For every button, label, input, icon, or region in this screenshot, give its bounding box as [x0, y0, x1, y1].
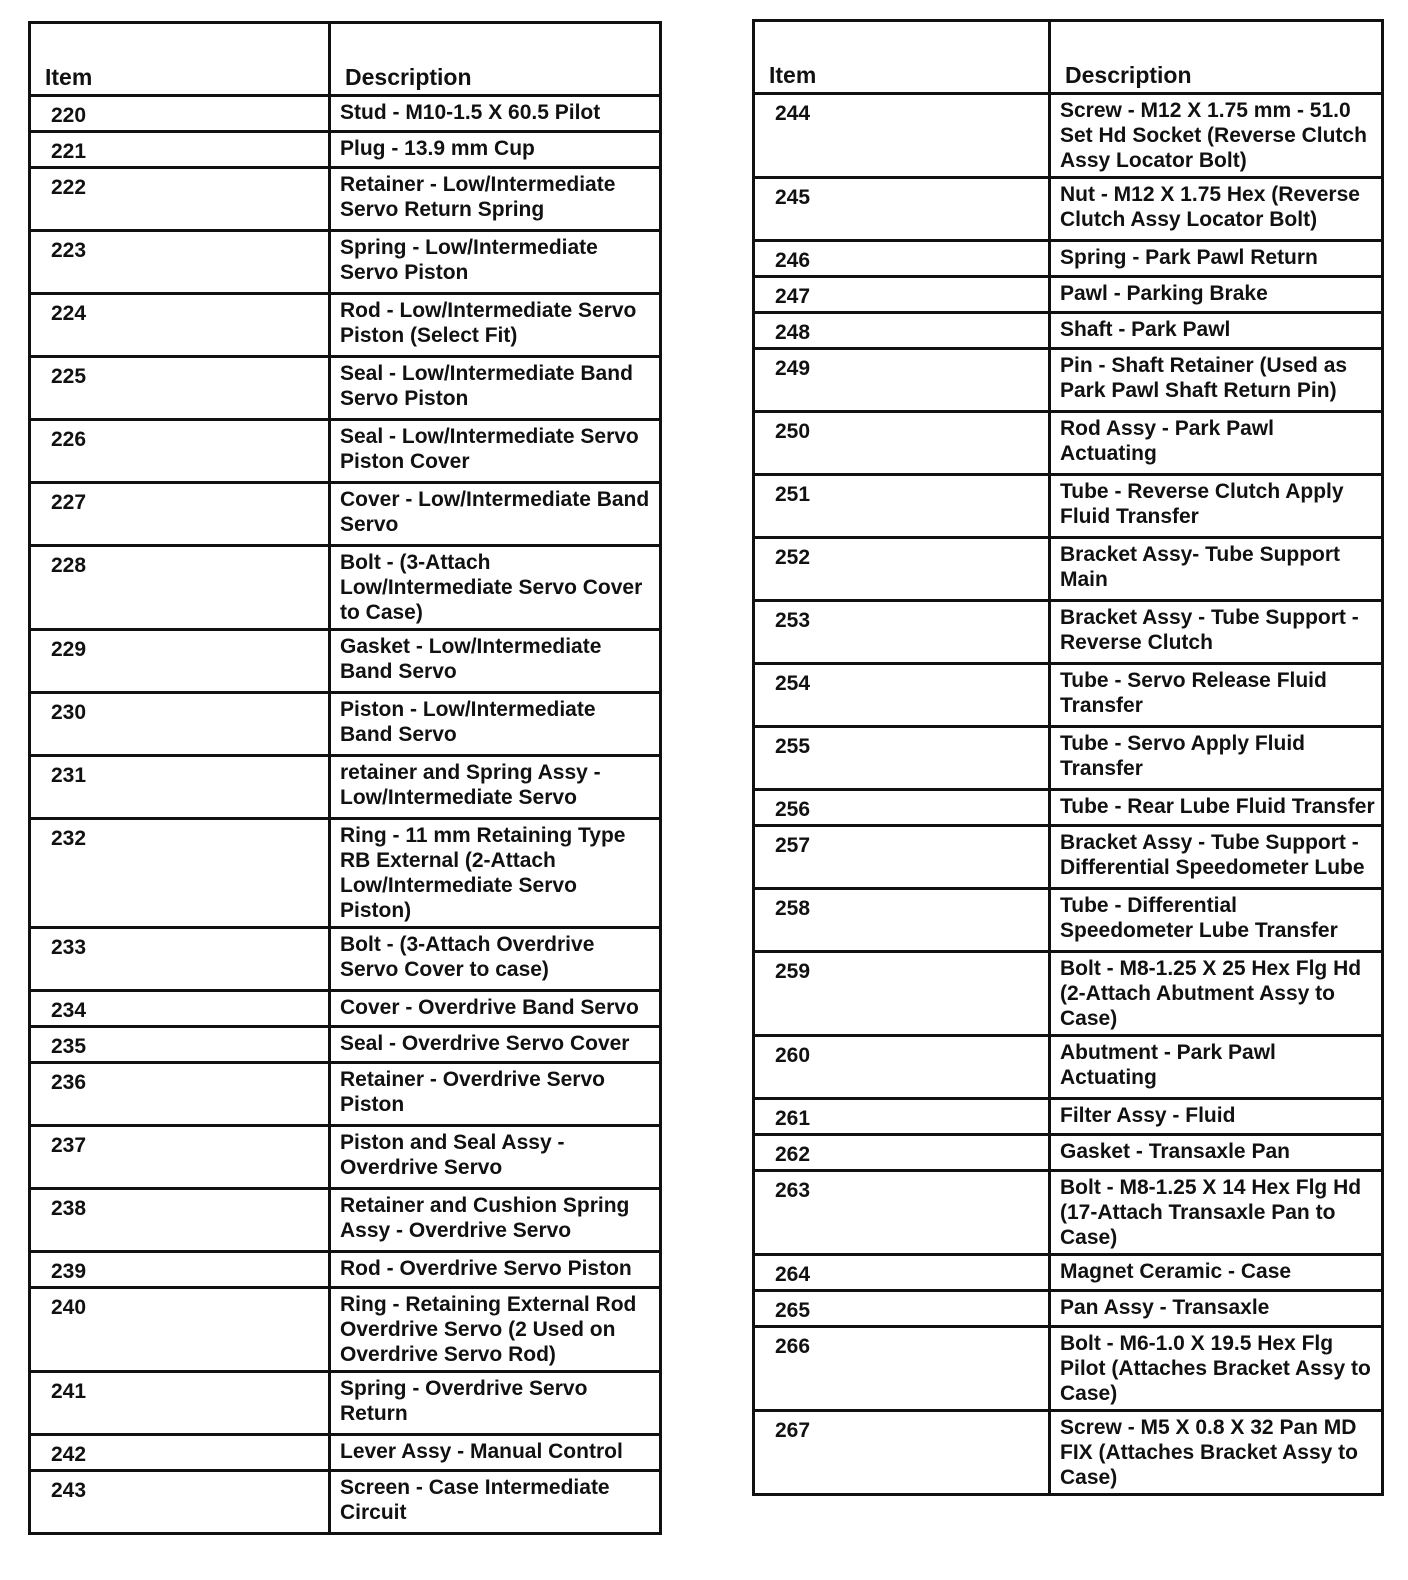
- table-row: [754, 664, 1383, 727]
- item-description: Stud - M10-1.5 X 60.5 Pilot: [330, 96, 661, 132]
- item-number: 231: [30, 756, 330, 819]
- table-row: [754, 826, 1383, 889]
- item-description: Magnet Ceramic - Case: [1050, 1255, 1383, 1291]
- item-description: Pin - Shaft Retainer (Used as Park Pawl Shaft Return Pin): [1050, 349, 1383, 412]
- item-description: Pawl - Parking Brake: [1050, 277, 1383, 313]
- item-description: Retainer and Cushion Spring Assy - Overdrive Servo: [330, 1189, 661, 1252]
- description-column-header: Description: [330, 23, 661, 96]
- table-row: [30, 693, 661, 756]
- item-number: 236: [30, 1063, 330, 1126]
- table-row: [30, 819, 661, 928]
- item-description: Rod - Overdrive Servo Piston: [330, 1252, 661, 1288]
- table-row: [754, 277, 1383, 313]
- item-description: Bolt - M6-1.0 X 19.5 Hex Flg Pilot (Attaches Bracket Assy to Case): [1050, 1327, 1383, 1411]
- table-row: [754, 1291, 1383, 1327]
- table-row: [754, 1255, 1383, 1291]
- table-row: [30, 1252, 661, 1288]
- item-description: Gasket - Low/Intermediate Band Servo: [330, 630, 661, 693]
- item-number: 232: [30, 819, 330, 928]
- item-description: Nut - M12 X 1.75 Hex (Reverse Clutch Assy Locator Bolt): [1050, 178, 1383, 241]
- table-row: [30, 420, 661, 483]
- item-number: 253: [754, 601, 1050, 664]
- item-number: 221: [30, 132, 330, 168]
- parts-table-left: [28, 21, 662, 1535]
- description-column-header: Description: [1050, 21, 1383, 94]
- item-column-header: Item: [754, 21, 1050, 94]
- table-row: [754, 538, 1383, 601]
- item-number: 224: [30, 294, 330, 357]
- item-description: Lever Assy - Manual Control: [330, 1435, 661, 1471]
- item-number: 235: [30, 1027, 330, 1063]
- item-description: Bolt - (3-Attach Low/Intermediate Servo Cover to Case): [330, 546, 661, 630]
- table-row: [754, 1171, 1383, 1255]
- item-number: 233: [30, 928, 330, 991]
- item-number: 263: [754, 1171, 1050, 1255]
- table-row: [754, 1135, 1383, 1171]
- item-description: Bracket Assy - Tube Support - Reverse Clutch: [1050, 601, 1383, 664]
- item-description: Seal - Low/Intermediate Servo Piston Cover: [330, 420, 661, 483]
- table-row: [754, 241, 1383, 277]
- item-description: Abutment - Park Pawl Actuating: [1050, 1036, 1383, 1099]
- table-row: [754, 1099, 1383, 1135]
- item-description: Spring - Low/Intermediate Servo Piston: [330, 231, 661, 294]
- item-number: 252: [754, 538, 1050, 601]
- item-description: Gasket - Transaxle Pan: [1050, 1135, 1383, 1171]
- table-row: [30, 1372, 661, 1435]
- table-row: [754, 178, 1383, 241]
- table-row: [30, 357, 661, 420]
- item-number: 242: [30, 1435, 330, 1471]
- item-description: Plug - 13.9 mm Cup: [330, 132, 661, 168]
- item-number: 227: [30, 483, 330, 546]
- table-header-row: [754, 21, 1383, 94]
- item-description: Tube - Reverse Clutch Apply Fluid Transfer: [1050, 475, 1383, 538]
- item-description: retainer and Spring Assy - Low/Intermediate Servo: [330, 756, 661, 819]
- item-number: 250: [754, 412, 1050, 475]
- item-description: Bracket Assy - Tube Support - Differential Speedometer Lube: [1050, 826, 1383, 889]
- item-description: Seal - Overdrive Servo Cover: [330, 1027, 661, 1063]
- table-body: [30, 96, 661, 1534]
- table-header-row: [30, 23, 661, 96]
- item-number: 238: [30, 1189, 330, 1252]
- item-number: 244: [754, 94, 1050, 178]
- table-row: [30, 756, 661, 819]
- table-row: [754, 952, 1383, 1036]
- item-number: 256: [754, 790, 1050, 826]
- item-number: 257: [754, 826, 1050, 889]
- item-number: 267: [754, 1411, 1050, 1495]
- table-row: [754, 1411, 1383, 1495]
- table-row: [754, 790, 1383, 826]
- item-description: Tube - Servo Apply Fluid Transfer: [1050, 727, 1383, 790]
- item-number: 255: [754, 727, 1050, 790]
- item-number: 226: [30, 420, 330, 483]
- item-number: 225: [30, 357, 330, 420]
- item-number: 262: [754, 1135, 1050, 1171]
- table-row: [30, 1126, 661, 1189]
- item-number: 246: [754, 241, 1050, 277]
- table-row: [754, 1036, 1383, 1099]
- item-number: 222: [30, 168, 330, 231]
- table-row: [754, 412, 1383, 475]
- item-number: 249: [754, 349, 1050, 412]
- item-description: Spring - Overdrive Servo Return: [330, 1372, 661, 1435]
- item-description: Retainer - Overdrive Servo Piston: [330, 1063, 661, 1126]
- table-row: [754, 349, 1383, 412]
- table-row: [754, 313, 1383, 349]
- item-description: Bolt - M8-1.25 X 14 Hex Flg Hd (17-Attach Transaxle Pan to Case): [1050, 1171, 1383, 1255]
- item-description: Bolt - (3-Attach Overdrive Servo Cover to case): [330, 928, 661, 991]
- item-number: 248: [754, 313, 1050, 349]
- item-description: Piston - Low/Intermediate Band Servo: [330, 693, 661, 756]
- table-row: [30, 294, 661, 357]
- item-description: Ring - Retaining External Rod Overdrive Servo (2 Used on Overdrive Servo Rod): [330, 1288, 661, 1372]
- item-description: Screen - Case Intermediate Circuit: [330, 1471, 661, 1534]
- table-row: [30, 1189, 661, 1252]
- item-description: Bracket Assy- Tube Support Main: [1050, 538, 1383, 601]
- item-number: 245: [754, 178, 1050, 241]
- item-number: 237: [30, 1126, 330, 1189]
- item-description: Rod - Low/Intermediate Servo Piston (Select Fit): [330, 294, 661, 357]
- table-row: [754, 475, 1383, 538]
- item-description: Screw - M5 X 0.8 X 32 Pan MD FIX (Attaches Bracket Assy to Case): [1050, 1411, 1383, 1495]
- item-description: Filter Assy - Fluid: [1050, 1099, 1383, 1135]
- table-row: [754, 727, 1383, 790]
- item-number: 247: [754, 277, 1050, 313]
- item-number: 266: [754, 1327, 1050, 1411]
- table-row: [754, 889, 1383, 952]
- item-description: Cover - Overdrive Band Servo: [330, 991, 661, 1027]
- item-number: 258: [754, 889, 1050, 952]
- item-number: 230: [30, 693, 330, 756]
- table-row: [30, 928, 661, 991]
- item-description: Shaft - Park Pawl: [1050, 313, 1383, 349]
- item-number: 261: [754, 1099, 1050, 1135]
- item-number: 220: [30, 96, 330, 132]
- table-row: [30, 1471, 661, 1534]
- table-row: [30, 132, 661, 168]
- table-row: [30, 483, 661, 546]
- item-description: Screw - M12 X 1.75 mm - 51.0 Set Hd Socket (Reverse Clutch Assy Locator Bolt): [1050, 94, 1383, 178]
- table-row: [30, 168, 661, 231]
- item-number: 260: [754, 1036, 1050, 1099]
- item-number: 229: [30, 630, 330, 693]
- item-number: 240: [30, 1288, 330, 1372]
- table-row: [30, 96, 661, 132]
- item-column-header: Item: [30, 23, 330, 96]
- item-description: Tube - Rear Lube Fluid Transfer: [1050, 790, 1383, 826]
- item-description: Ring - 11 mm Retaining Type RB External (2-Attach Low/Intermediate Servo Piston): [330, 819, 661, 928]
- table-row: [30, 991, 661, 1027]
- item-number: 264: [754, 1255, 1050, 1291]
- parts-table-right: [752, 19, 1384, 1496]
- table-row: [754, 94, 1383, 178]
- table-row: [754, 1327, 1383, 1411]
- table-row: [30, 1288, 661, 1372]
- item-description: Piston and Seal Assy - Overdrive Servo: [330, 1126, 661, 1189]
- table-row: [30, 630, 661, 693]
- table-row: [30, 1027, 661, 1063]
- item-number: 254: [754, 664, 1050, 727]
- item-description: Seal - Low/Intermediate Band Servo Piston: [330, 357, 661, 420]
- item-number: 243: [30, 1471, 330, 1534]
- item-number: 265: [754, 1291, 1050, 1327]
- table-row: [30, 1063, 661, 1126]
- item-description: Bolt - M8-1.25 X 25 Hex Flg Hd (2-Attach Abutment Assy to Case): [1050, 952, 1383, 1036]
- item-number: 239: [30, 1252, 330, 1288]
- item-number: 259: [754, 952, 1050, 1036]
- table-row: [30, 231, 661, 294]
- item-description: Pan Assy - Transaxle: [1050, 1291, 1383, 1327]
- table-row: [30, 546, 661, 630]
- item-number: 223: [30, 231, 330, 294]
- item-number: 251: [754, 475, 1050, 538]
- item-number: 234: [30, 991, 330, 1027]
- item-description: Spring - Park Pawl Return: [1050, 241, 1383, 277]
- item-number: 228: [30, 546, 330, 630]
- table-body: [754, 94, 1383, 1495]
- item-description: Retainer - Low/Intermediate Servo Return Spring: [330, 168, 661, 231]
- table-row: [30, 1435, 661, 1471]
- table-row: [754, 601, 1383, 664]
- item-description: Cover - Low/Intermediate Band Servo: [330, 483, 661, 546]
- item-description: Tube - Differential Speedometer Lube Transfer: [1050, 889, 1383, 952]
- item-description: Tube - Servo Release Fluid Transfer: [1050, 664, 1383, 727]
- item-number: 241: [30, 1372, 330, 1435]
- item-description: Rod Assy - Park Pawl Actuating: [1050, 412, 1383, 475]
